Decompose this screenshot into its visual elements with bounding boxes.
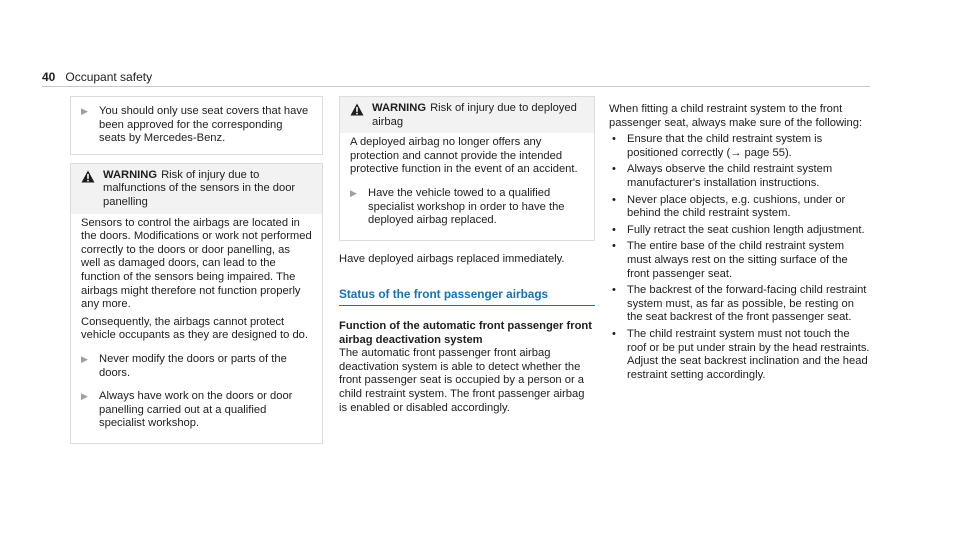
warning-box-deployed bbox=[339, 96, 595, 241]
warning-label: WARNING bbox=[372, 102, 427, 114]
warning-triangle-icon bbox=[81, 170, 95, 183]
arrow-icon: ▶ bbox=[81, 106, 88, 116]
tip-text: You should only use seat co​vers that have been appro​ved for the cor​responding seats by Mercedes-Benz. bbox=[99, 105, 309, 145]
list-item: • The backrest of the forward-facing child restraint system must, as far as possible, be resting on the seat backrest of the front passenger seat. bbox=[609, 284, 871, 325]
section-heading: Status of the front passenger airbags bbox=[339, 288, 595, 306]
column-3 bbox=[609, 103, 871, 382]
bullet-icon: • bbox=[612, 163, 616, 176]
page-header bbox=[42, 70, 152, 84]
warning-actions bbox=[350, 187, 584, 228]
tip-box bbox=[70, 96, 323, 155]
arrow-icon: ▶ bbox=[350, 187, 357, 198]
list-item: • Never place objects, e.g. cushions, under or behind the child restraint system. bbox=[609, 194, 871, 221]
list-item: • Ensure that the child restraint system is positioned correctly (→ page 55). bbox=[609, 133, 871, 160]
warning-header bbox=[71, 164, 322, 214]
section-name: Occupant safety bbox=[65, 70, 153, 84]
warning-paragraph: A deployed airbag no longer offers any protection and cannot provide the intended protective function in the event of an accident. bbox=[350, 136, 578, 176]
action-item: ▶ Always have work on the doors or door panelling carried out at a qualified specialist workshop. bbox=[81, 390, 293, 430]
warning-body bbox=[71, 214, 322, 443]
bullet-icon: • bbox=[612, 284, 616, 297]
warning-header bbox=[340, 97, 594, 133]
subheading: Function of the automatic front passenger front airbag deactivation system bbox=[339, 319, 592, 346]
intro-text: When fitting a child restraint system to the front passenger seat, always make sure of the following: bbox=[609, 103, 863, 129]
warning-label: WARNING bbox=[103, 168, 158, 181]
page-number: 40 bbox=[42, 70, 56, 84]
arrow-icon: ▶ bbox=[81, 353, 88, 364]
arrow-icon: ▶ bbox=[81, 391, 88, 402]
bullet-icon: • bbox=[612, 193, 616, 206]
warning-body bbox=[340, 133, 594, 240]
list-item: • Always observe the child restraint system manufacturer's installation instructions. bbox=[609, 163, 871, 190]
warning-actions bbox=[81, 353, 312, 431]
action-item: ▶ Never modify the doors or parts of the doors. bbox=[81, 352, 287, 379]
warning-title: WARNING Risk of injury due to deployed airbag bbox=[372, 102, 577, 128]
list-item: • The child restraint system must not touch the roof or be put under strain by the head restraints. Adjust the seat backrest inclination and the head restraint setting accordingly. bbox=[609, 328, 871, 382]
action-item: ▶ Have the vehicle towed to a qualified specialist workshop in order to have the deployed airbag replaced. bbox=[350, 186, 565, 227]
body-text: The automatic front passenger front airbag deactivation system is able to detect whether the front passenger seat is occupied by a person or a child restraint system. The front passenger airbag is enabled or disabled accordingly. bbox=[339, 347, 585, 414]
warning-triangle-icon bbox=[350, 103, 364, 116]
bullet-list bbox=[609, 133, 871, 382]
body-text: Have deployed airbags replaced immediately. bbox=[339, 252, 565, 265]
bullet-icon: • bbox=[612, 223, 616, 236]
warning-box-sensors bbox=[70, 163, 323, 444]
bullet-icon: • bbox=[612, 327, 616, 340]
bullet-icon: • bbox=[612, 133, 616, 146]
list-item: • The entire base of the child restraint system must always rest on the sitting surface of the front passenger seat. bbox=[609, 240, 871, 281]
warning-paragraph: Consequently, the airbags cannot protect vehicle occupants as they are designed to do. bbox=[81, 315, 309, 342]
warning-paragraph: Sensors to control the airbags are located in the doors. Modifications or work not performed correctly to the doors or door panelling, as well as damaged doors, can lead to the function of the sensors being impaired. The airbags might therefore not function properly any more. bbox=[81, 216, 312, 311]
list-item: • Fully retract the seat cushion length adjustment. bbox=[609, 224, 871, 238]
column-2 bbox=[339, 96, 595, 415]
header-rule bbox=[42, 86, 870, 87]
warning-title: WARNING Risk of injury due to malfunctions of the sensors in the door panelling bbox=[103, 168, 296, 208]
tip-item bbox=[81, 105, 312, 146]
bullet-icon: • bbox=[612, 240, 616, 253]
column-1 bbox=[70, 96, 323, 444]
